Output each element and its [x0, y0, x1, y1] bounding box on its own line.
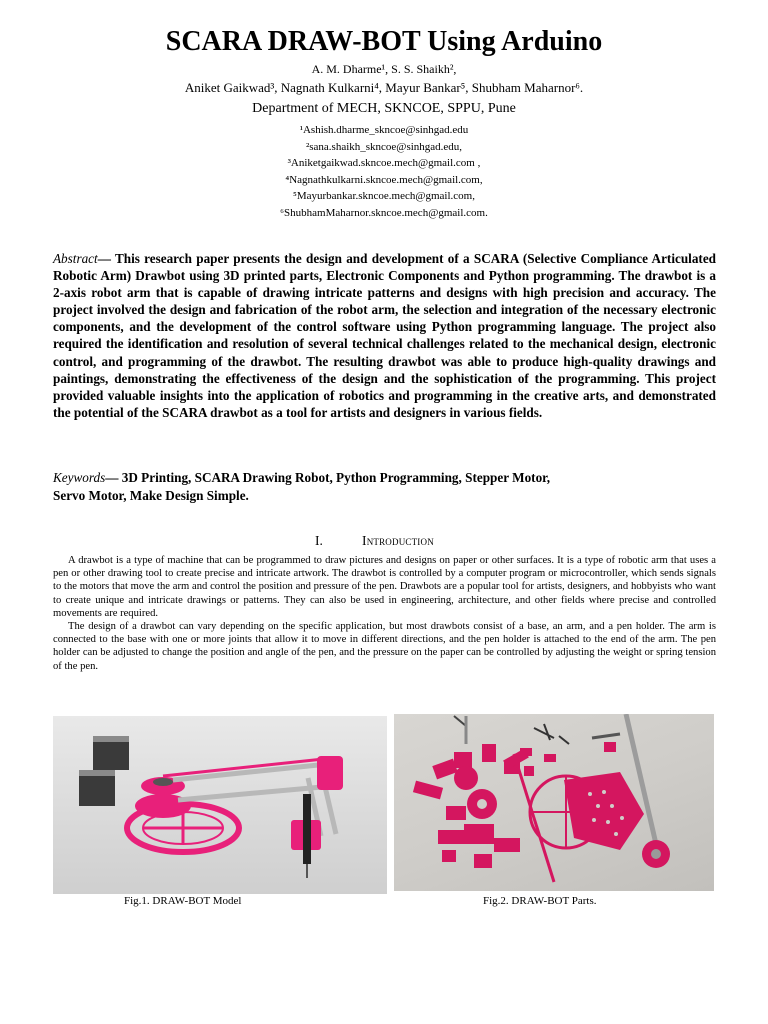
email-4: ⁴Nagnathkulkarni.skncoe.mech@gmail.com, — [285, 173, 483, 186]
abstract-label: Abstract — [53, 251, 98, 266]
abstract-dash: — — [97, 251, 115, 266]
authors-line-2: Aniket Gaikwad³, Nagnath Kulkarni⁴, Mayur Bankar⁵, Shubham Maharnor⁶. — [184, 80, 584, 95]
figure-1-drawbot-model-image — [53, 716, 387, 894]
keywords-line-2: Servo Motor, Make Design Simple. — [53, 487, 249, 503]
paper-title: SCARA DRAW-BOT Using Arduino — [165, 26, 603, 57]
authors-line-1: A. M. Dharme¹, S. S. Shaikh², — [311, 62, 457, 76]
email-5: ⁵Mayurbankar.skncoe.mech@gmail.com, — [293, 190, 475, 202]
email-list — [0, 122, 768, 221]
keywords — [53, 469, 653, 504]
intro-paragraph-2: The design of a drawbot can vary depending on the specific application, but most drawbots consist of a base, an arm, and a pen holder. The arm is connected to the base with one or more joints that allow it to move in different directions, and the pen holder is attached to the end of the arm. The pen holder can be adjusted to change the position and angle of the pen, and the pressure on the paper can be controlled by adjusting the weight or spring tension of the pen. — [53, 621, 716, 672]
figure-2-caption: Fig.2. DRAW-BOT Parts. — [483, 895, 597, 907]
department: Department of MECH, SKNCOE, SPPU, Pune — [252, 101, 516, 116]
introduction-body — [53, 554, 716, 673]
keywords-dash: — — [105, 470, 122, 485]
email-3: ³Aniketgaikwad.skncoe.mech@gmail.com , — [287, 157, 481, 169]
email-2: ²sana.shaikh_skncoe@sinhgad.edu, — [305, 140, 463, 153]
intro-paragraph-1: A drawbot is a type of machine that can be programmed to draw pictures and designs on paper or other surfaces. It is a type of robotic arm that uses a pen or other drawing tool to create precise and intricate artwork. The drawbot is controlled by a computer program or microcontroller, which sends signals to the motors that move the arm and control the position and pressure of the pen. Drawbots are a popular tool for artists, designers, and hobbyists who want to create unique and intricate drawings or patterns. They can also be used in engineering, architecture, and other fields where precise and controlled movements are required. — [53, 555, 716, 619]
section-number: I. — [315, 533, 323, 548]
keywords-label: Keywords — [53, 470, 106, 485]
email-6: ⁶ShubhamMaharnor.skncoe.mech@gmail.com. — [280, 206, 488, 219]
figure-2-drawbot-parts-image — [394, 714, 714, 891]
keywords-line-1: 3D Printing, SCARA Drawing Robot, Python Programming, Stepper Motor, — [121, 470, 551, 485]
abstract — [53, 250, 716, 421]
figure-1-caption: Fig.1. DRAW-BOT Model — [124, 895, 242, 907]
section-title: Introduction — [362, 533, 434, 548]
abstract-text: This research paper presents the design and development of a SCARA (Selective Compliance Articulated Robotic Arm) Drawbot using 3D printed parts, Electronic Components and Python programming. The drawbot is a 2-axis robot arm that is capable of drawing intricate patterns and designs with high precision and accuracy. The project involved the design and fabrication of the robot arm, the selection and integration of the necessary electronic components, and the development of the control software using Python programming language. The project also required the identification and resolution of several technical challenges related to the mechanical design, electronic control, and programming of the drawbot. The resulting drawbot was able to produce high-quality drawings and paintings, demonstrating the effectiveness of the design and the sophistication of the programming. This project provided valuable insights into the application of robotics and programming in the creative arts, and demonstrated the potential of the SCARA drawbot as a tool for artists and designers in various fields. — [53, 251, 717, 420]
email-1: ¹Ashish.dharme_skncoe@sinhgad.edu — [299, 124, 469, 136]
